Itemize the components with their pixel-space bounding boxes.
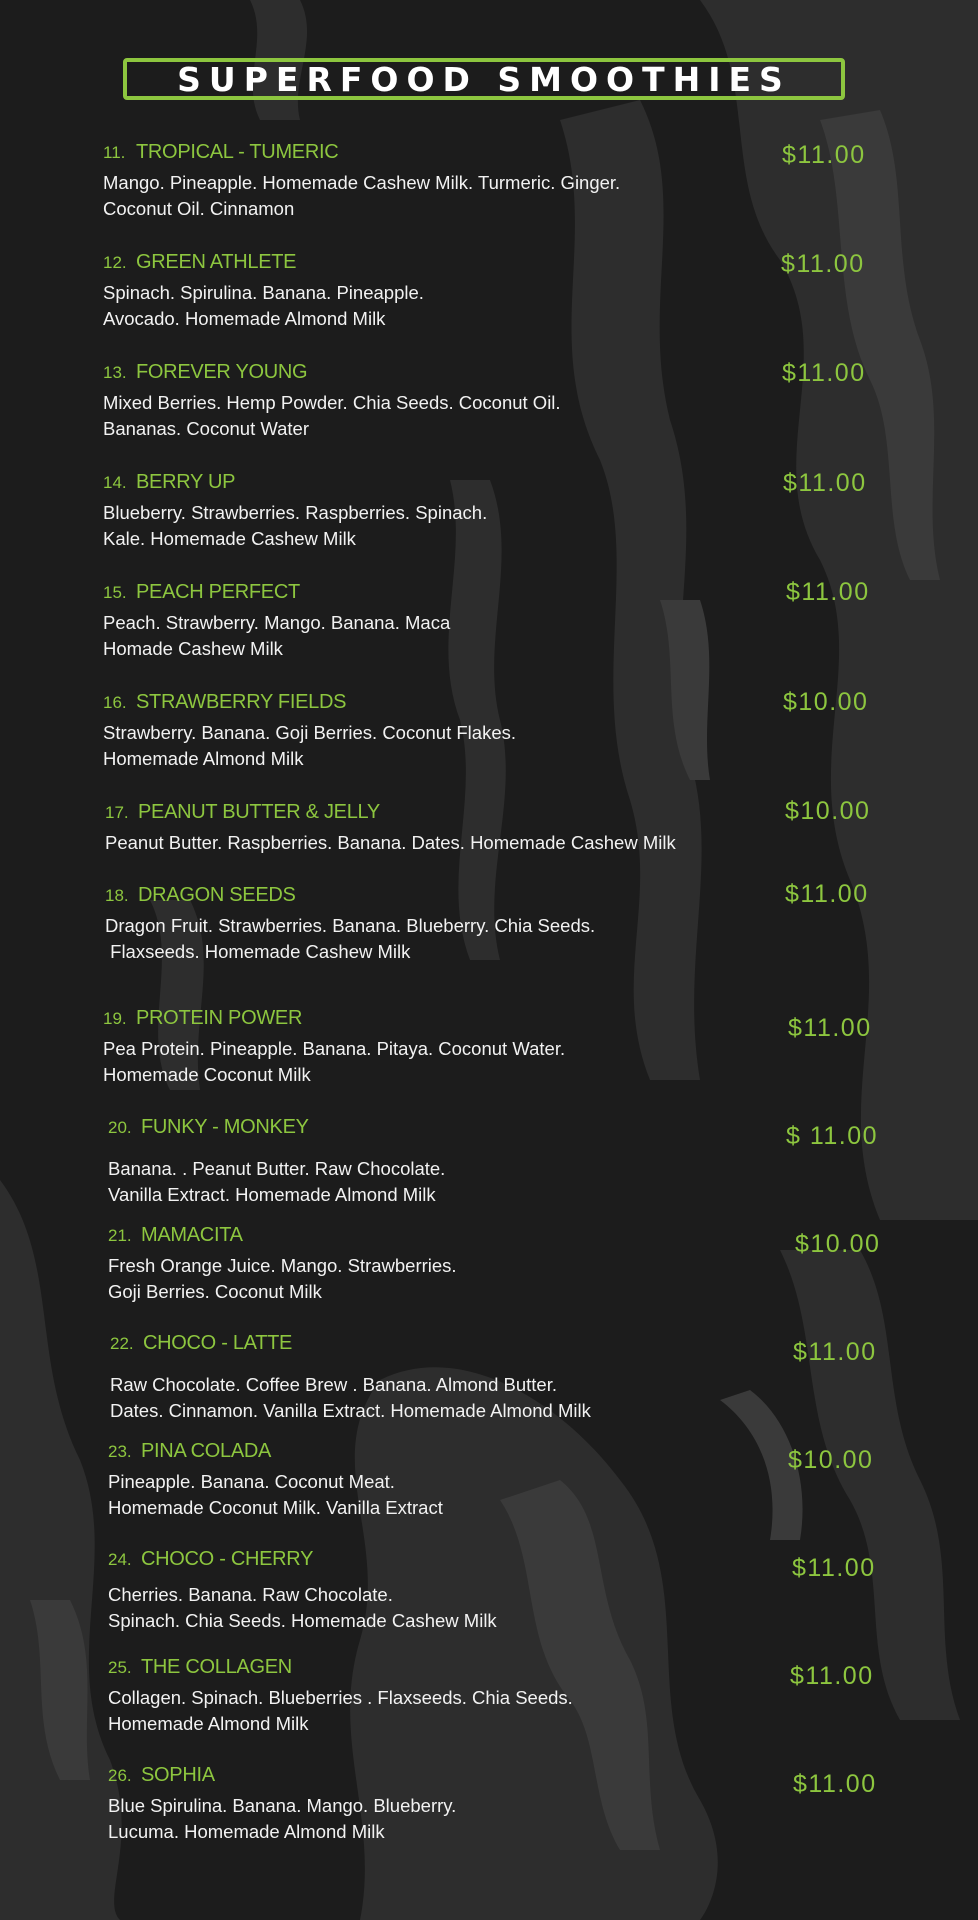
menu-item xyxy=(108,1548,497,1634)
item-price: $11.00 xyxy=(788,1014,872,1042)
item-name: FUNKY - MONKEY xyxy=(141,1116,309,1138)
item-description: Pea Protein. Pineapple. Banana. Pitaya. Coconut Water. Homemade Coconut Milk xyxy=(103,1038,566,1085)
item-number: 15. xyxy=(103,583,127,602)
item-price: $10.00 xyxy=(795,1230,881,1258)
menu-item xyxy=(108,1764,456,1845)
item-price: $11.00 xyxy=(793,1770,877,1798)
item-number: 13. xyxy=(103,363,127,382)
item-description: Pineapple. Banana. Coconut Meat. Homemade Coconut Milk. Vanilla Extract xyxy=(108,1471,443,1518)
item-price: $11.00 xyxy=(782,141,866,169)
item-number: 22. xyxy=(110,1334,134,1353)
menu-item xyxy=(108,1224,457,1305)
item-name: STRAWBERRY FIELDS xyxy=(136,691,347,713)
menu-item xyxy=(108,1656,573,1737)
item-name: PINA COLADA xyxy=(141,1440,272,1462)
item-number: 18. xyxy=(105,886,129,905)
menu-item xyxy=(103,361,561,442)
menu-item xyxy=(105,884,595,965)
item-number: 12. xyxy=(103,253,127,272)
item-price: $10.00 xyxy=(785,797,871,825)
item-description: Mixed Berries. Hemp Powder. Chia Seeds. Coconut Oil. Bananas. Coconut Water xyxy=(103,392,561,439)
menu-item xyxy=(103,691,516,772)
item-description: Dragon Fruit. Strawberries. Banana. Blueberry. Chia Seeds. Flaxseeds. Homemade Cashew Milk xyxy=(105,915,596,962)
item-number: 26. xyxy=(108,1766,132,1785)
item-description: Banana. . Peanut Butter. Raw Chocolate. Vanilla Extract. Homemade Almond Milk xyxy=(108,1158,446,1205)
menu-title-box xyxy=(123,58,845,100)
menu-item xyxy=(103,251,424,332)
item-description: Collagen. Spinach. Blueberries . Flaxseeds. Chia Seeds. Homemade Almond Milk xyxy=(108,1687,573,1734)
menu-item xyxy=(105,801,676,856)
menu-item xyxy=(103,1007,565,1088)
item-description: Spinach. Spirulina. Banana. Pineapple. Avocado. Homemade Almond Milk xyxy=(103,282,424,329)
item-description: Mango. Pineapple. Homemade Cashew Milk. Turmeric. Ginger. Coconut Oil. Cinnamon xyxy=(103,172,621,219)
item-number: 25. xyxy=(108,1658,132,1677)
item-number: 17. xyxy=(105,803,129,822)
item-price: $11.00 xyxy=(781,250,865,278)
item-description: Fresh Orange Juice. Mango. Strawberries. Goji Berries. Coconut Milk xyxy=(108,1255,457,1302)
menu-item xyxy=(110,1332,591,1424)
item-price: $11.00 xyxy=(790,1662,874,1690)
item-description: Blue Spirulina. Banana. Mango. Blueberry. Lucuma. Homemade Almond Milk xyxy=(108,1795,457,1842)
item-name: PROTEIN POWER xyxy=(136,1007,303,1029)
item-price: $10.00 xyxy=(788,1446,874,1474)
item-number: 19. xyxy=(103,1009,127,1028)
item-number: 14. xyxy=(103,473,127,492)
item-number: 11. xyxy=(103,143,126,162)
item-name: CHOCO - LATTE xyxy=(143,1332,293,1354)
menu-item xyxy=(108,1440,443,1521)
menu-item xyxy=(103,471,487,552)
item-price: $10.00 xyxy=(783,688,869,716)
item-price: $11.00 xyxy=(793,1338,877,1366)
item-name: BERRY UP xyxy=(136,471,236,493)
item-price: $11.00 xyxy=(783,469,867,497)
item-description: Cherries. Banana. Raw Chocolate. Spinach. Chia Seeds. Homemade Cashew Milk xyxy=(108,1584,497,1631)
item-price: $11.00 xyxy=(782,359,866,387)
item-name: MAMACITA xyxy=(141,1224,243,1246)
item-name: PEACH PERFECT xyxy=(136,581,300,603)
menu-item xyxy=(108,1116,445,1208)
item-description: Peach. Strawberry. Mango. Banana. Maca Homade Cashew Milk xyxy=(103,612,451,659)
item-number: 24. xyxy=(108,1550,132,1569)
menu-title: SUPERFOOD SMOOTHIES xyxy=(177,59,791,99)
item-name: CHOCO - CHERRY xyxy=(141,1548,314,1570)
menu-item xyxy=(103,581,450,662)
item-name: THE COLLAGEN xyxy=(141,1656,292,1678)
item-name: SOPHIA xyxy=(141,1764,215,1786)
item-name: DRAGON SEEDS xyxy=(138,884,296,906)
item-price: $ 11.00 xyxy=(786,1122,879,1150)
item-price: $11.00 xyxy=(792,1554,876,1582)
item-description: Strawberry. Banana. Goji Berries. Coconut Flakes. Homemade Almond Milk xyxy=(103,722,516,769)
item-number: 21. xyxy=(108,1226,132,1245)
item-description: Peanut Butter. Raspberries. Banana. Dates. Homemade Cashew Milk xyxy=(105,832,676,853)
item-number: 20. xyxy=(108,1118,132,1137)
item-description: Raw Chocolate. Coffee Brew . Banana. Almond Butter. Dates. Cinnamon. Vanilla Extract. Homemade Almond Milk xyxy=(110,1374,591,1421)
menu-item xyxy=(103,141,620,222)
item-name: FOREVER YOUNG xyxy=(136,361,308,383)
item-number: 23. xyxy=(108,1442,132,1461)
item-number: 16. xyxy=(103,693,127,712)
item-name: GREEN ATHLETE xyxy=(136,251,297,273)
item-price: $11.00 xyxy=(785,880,869,908)
item-description: Blueberry. Strawberries. Raspberries. Spinach. Kale. Homemade Cashew Milk xyxy=(103,502,488,549)
item-price: $11.00 xyxy=(786,578,870,606)
item-name: TROPICAL - TUMERIC xyxy=(136,141,339,163)
item-name: PEANUT BUTTER & JELLY xyxy=(138,801,380,823)
